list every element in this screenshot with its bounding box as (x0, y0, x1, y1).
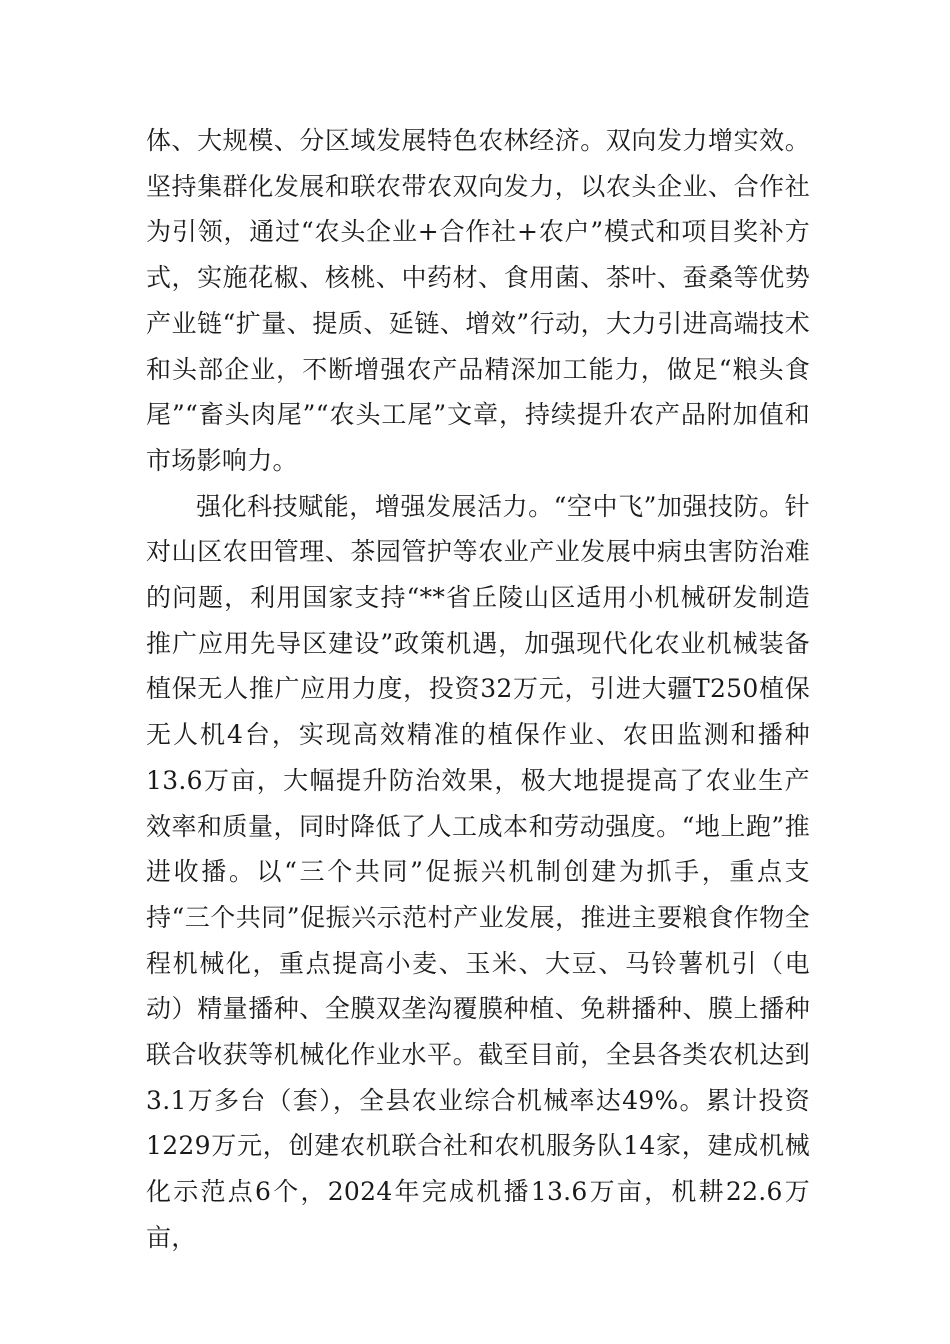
paragraph-tech-empowerment: 强化科技赋能，增强发展活力。“空中飞”加强技防。针对山区农田管理、茶园管护等农业产业发展中病虫害防治难的问题，利用国家支持“**省丘陵山区适用小机械研发制造推广应用先导区建设”政策机遇，加强现代化农业机械装备植保无人推广应用力度，投资32万元，引进大疆T250植保无人机4台，实现高效精准的植保作业、农田监测和播种13.6万亩，大幅提升防治效果，极大地提提高了农业生产效率和质量，同时降低了人工成本和劳动强度。“地上跑”推进收播。以“三个共同”促振兴机制创建为抓手，重点支持“三个共同”促振兴示范村产业发展，推进主要粮食作物全程机械化，重点提高小麦、玉米、大豆、马铃薯机引（电动）精量播种、全膜双垄沟覆膜种植、免耕播种、膜上播种联合收获等机械化作业水平。截至目前，全县各类农机达到3.1万多台（套），全县农业综合机械率达49%。累计投资1229万元，创建农机联合社和农机服务队14家，建成机械化示范点6个，2024年完成机播13.6万亩，机耕22.6万亩， (146, 491, 810, 1252)
body-text (146, 118, 810, 1261)
paragraph-continuation: 体、大规模、分区域发展特色农林经济。双向发力增实效。坚持集群化发展和联农带农双向发力，以农头企业、合作社为引领，通过“农头企业+合作社+农户”模式和项目奖补方式，实施花椒、核桃、中药材、食用菌、茶叶、蚕桑等优势产业链“扩量、提质、延链、增效”行动，大力引进高端技术和头部企业，不断增强农产品精深加工能力，做足“粮头食尾”“畜头肉尾”“农头工尾”文章，持续提升农产品附加值和市场影响力。 (146, 126, 810, 475)
